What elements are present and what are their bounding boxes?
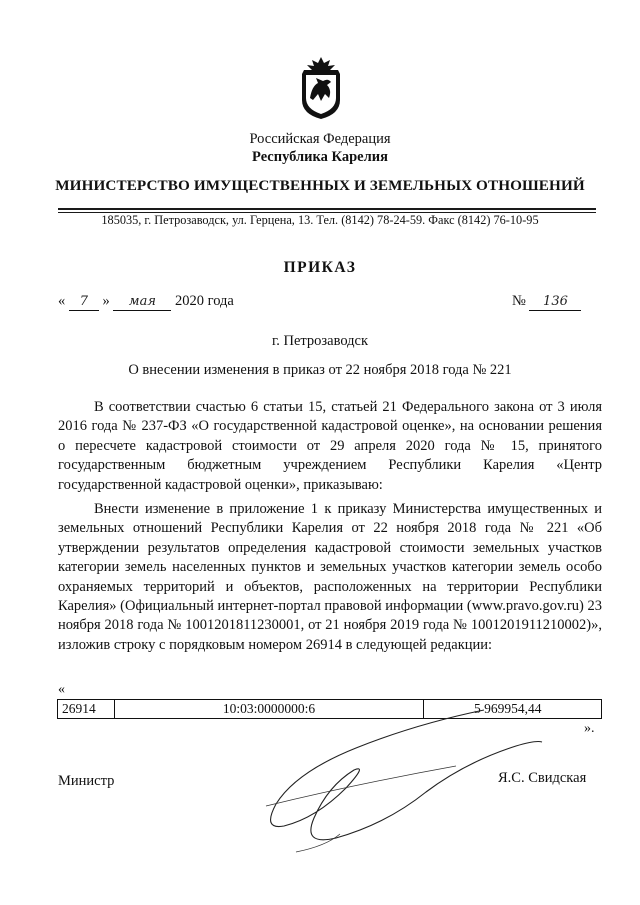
order-number-value: 136: [529, 294, 581, 311]
order-city: г. Петрозаводск: [271, 333, 369, 349]
order-date: [58, 293, 234, 311]
date-day: 7: [69, 294, 99, 311]
date-quote-close: »: [102, 293, 110, 309]
signer-name: Я.С. Свидская: [498, 770, 587, 786]
table-open-quote: «: [58, 682, 65, 697]
body-paragraph-2: Внести изменение в приложение 1 к приказу Министерства имущественных и земельных отношений Республики Карелия от 22 ноября 2018 года № 221 «Об утверждении результатов определения кадастровой стоимости земельных участков категории земель населенных пунктов и земельных участков категории земель особо охраняемых территорий и объектов, расположенных на территории Республики Карелия» (Официальный интернет-портал правовой информации (www.pravo.gov.ru) 23 ноября 2018 года № 1001201811230001, от 21 ноября 2019 года № 1001201911210002)», изложив строку с порядковым номером 26914 в следующей редакции:: [58, 501, 602, 653]
date-quote-open: «: [58, 293, 66, 309]
republic-name: Республика Карелия: [252, 149, 388, 165]
cadastral-number-cell: 10:03:0000000:6: [115, 700, 424, 719]
body-paragraph-1: В соответствии счастью 6 статьи 15, статьей 21 Федерального закона от 3 июля 2016 года № 237-ФЗ «О государственной кадастровой оценке», на основании решения о пересчете кадастровой стоимости от 29 апреля 2020 года № 15, принятого государственным бюджетным учреждением Республики Карелия «Центр государственной кадастровой оценки», приказываю:: [58, 399, 602, 493]
ministry-address: 185035, г. Петрозаводск, ул. Герцена, 13. Тел. (8142) 78-24-59. Факс (8142) 76-10-95: [101, 213, 539, 227]
ministry-name: МИНИСТЕРСТВО ИМУЩЕСТВЕННЫХ И ЗЕМЕЛЬНЫХ ОТНОШЕНИЙ: [55, 177, 585, 194]
order-number: [512, 293, 581, 311]
row-number-cell: 26914: [58, 700, 115, 719]
order-subject: О внесении изменения в приказ от 22 ноября 2018 года № 221: [128, 362, 512, 378]
karelia-coat-of-arms: [296, 56, 346, 120]
signer-title: Министр: [58, 773, 115, 789]
date-month: мая: [113, 294, 171, 311]
cadastral-value-cell: 5 969954,44: [424, 700, 602, 719]
date-year: 2020 года: [175, 293, 234, 309]
country-name: Российская Федерация: [249, 131, 391, 147]
table-close-quote: ».: [584, 721, 595, 736]
order-number-label: №: [512, 293, 526, 309]
document-type: ПРИКАЗ: [283, 259, 357, 276]
header-divider-thick: [58, 208, 596, 210]
